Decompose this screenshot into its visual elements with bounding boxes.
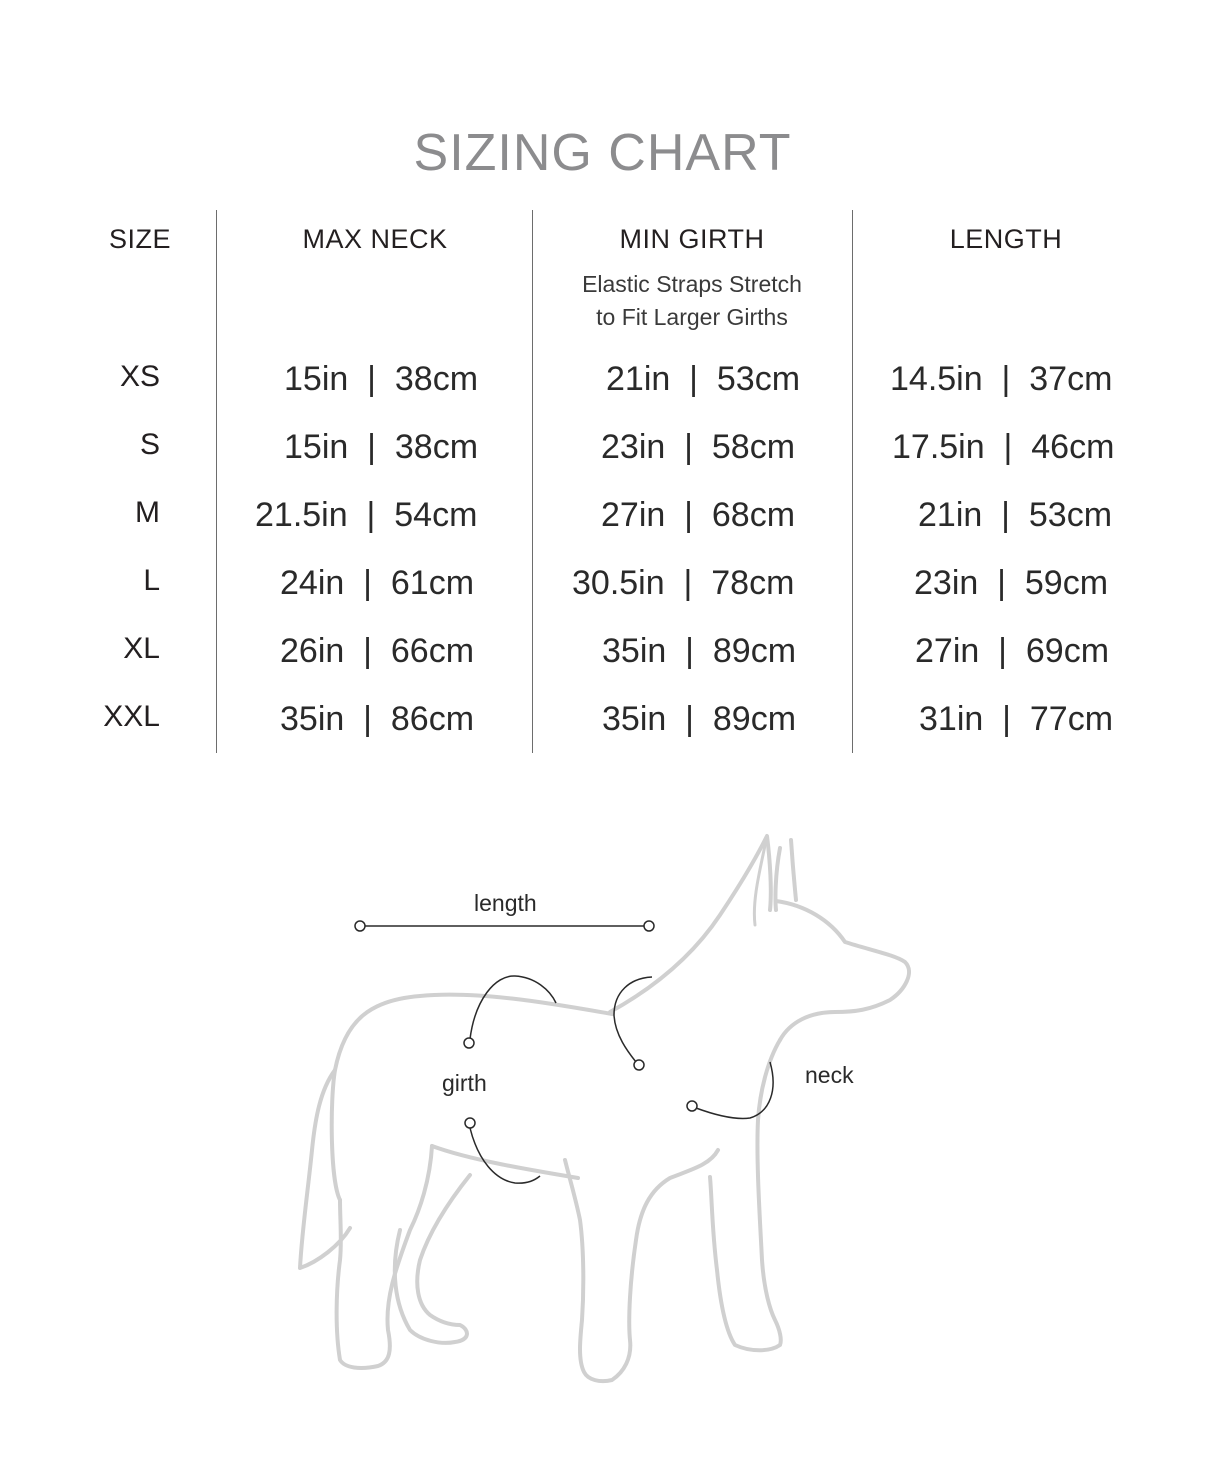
size-cell: L [143,564,160,597]
min-girth-cell: 35in | 89cm [602,700,797,738]
length-cell: 21in | 53cm [918,496,1113,534]
size-cell: XXL [103,700,160,733]
page-title: SIZING CHART [413,123,792,182]
length-cell: 27in | 69cm [915,632,1110,670]
length-label: length [474,890,537,916]
neck-label: neck [805,1062,854,1088]
column-header-min-girth: MIN GIRTH [619,224,765,254]
size-cell: M [135,496,160,529]
column-header-max-neck: MAX NECK [302,224,448,254]
length-cell: 14.5in | 37cm [890,360,1113,398]
column-header-size: SIZE [108,224,171,254]
min-girth-note-line1: Elastic Straps Stretch [582,271,802,297]
min-girth-cell: 35in | 89cm [602,632,797,670]
max-neck-cell: 24in | 61cm [280,564,475,602]
girth-label: girth [442,1070,487,1096]
length-cell: 31in | 77cm [919,700,1114,738]
min-girth-note-line2: to Fit Larger Girths [596,304,788,330]
min-girth-cell: 30.5in | 78cm [572,564,795,602]
length-cell: 17.5in | 46cm [892,428,1115,466]
max-neck-cell: 26in | 66cm [280,632,475,670]
min-girth-cell: 27in | 68cm [601,496,796,534]
min-girth-cell: 23in | 58cm [601,428,796,466]
min-girth-cell: 21in | 53cm [606,360,801,398]
column-header-length: LENGTH [949,224,1063,254]
size-cell: XS [119,360,160,393]
size-cell: S [139,428,160,461]
max-neck-cell: 15in | 38cm [284,428,479,466]
max-neck-cell: 21.5in | 54cm [255,496,478,534]
max-neck-cell: 35in | 86cm [280,700,475,738]
length-cell: 23in | 59cm [914,564,1109,602]
size-cell: XL [123,632,160,665]
max-neck-cell: 15in | 38cm [284,360,479,398]
